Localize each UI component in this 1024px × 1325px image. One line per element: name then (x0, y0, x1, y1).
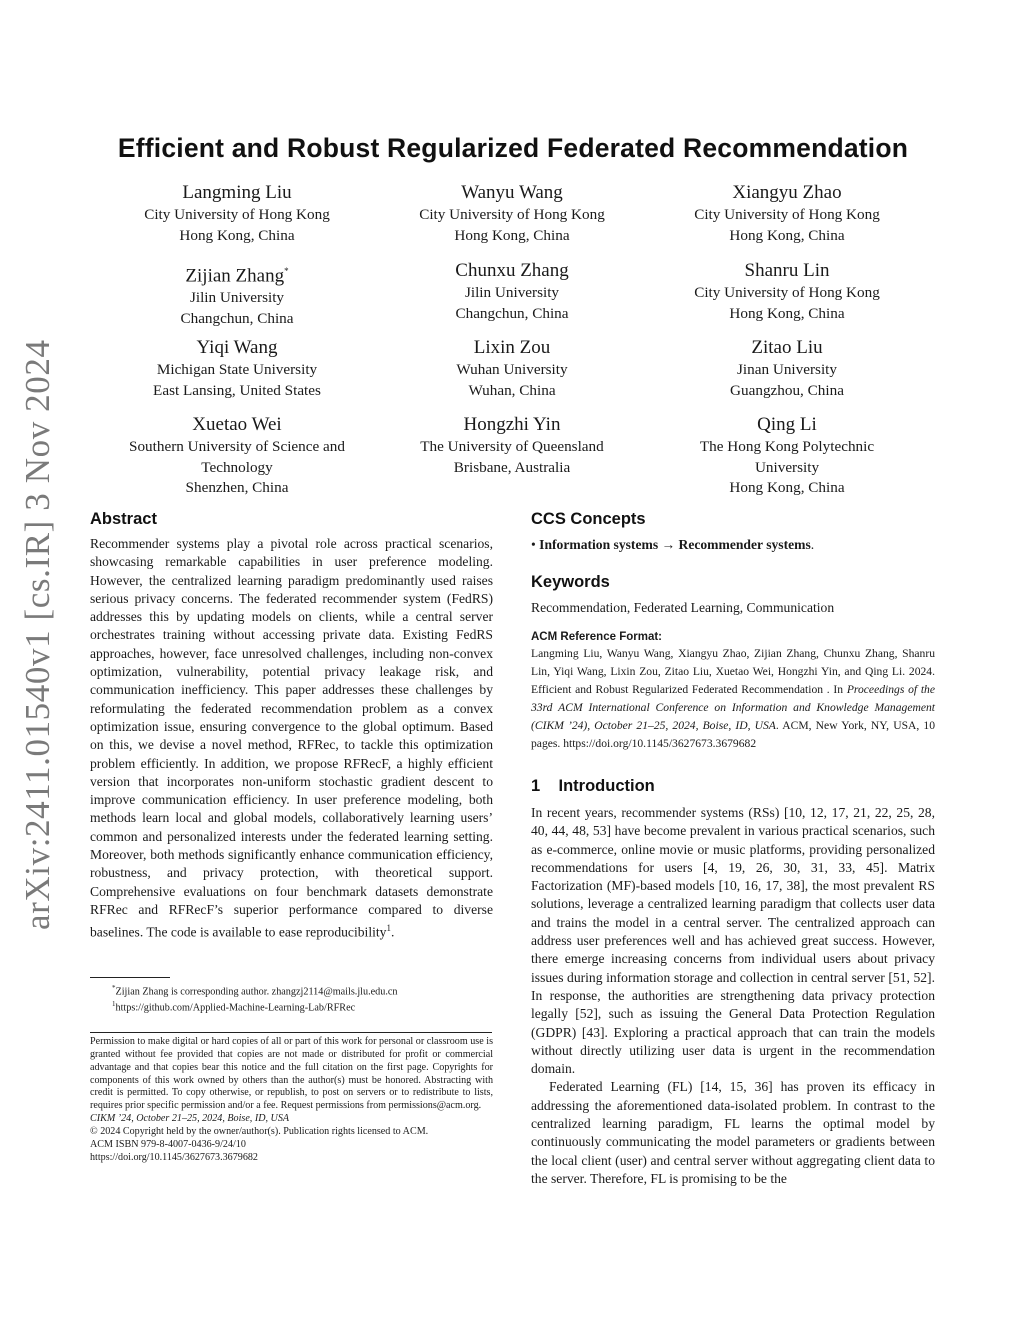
doi-link[interactable]: https://doi.org/10.1145/3627673.3679682 (90, 1151, 258, 1163)
bullet: • (531, 537, 536, 552)
acm-ref-tail: . ACM, New York, NY, USA, 10 pages. https://doi.org/10.1145/3627673.3679682 (531, 719, 935, 751)
author-affiliation: City University of Hong Kong (694, 206, 880, 223)
author-location: Hong Kong, China (729, 479, 845, 496)
acm-reference-heading: ACM Reference Format: (531, 631, 662, 643)
author-location: Hong Kong, China (729, 226, 845, 244)
author-affiliation-cont: Technology (201, 458, 273, 476)
author-block (92, 413, 382, 499)
venue-line: CIKM ’24, October 21–25, 2024, Boise, ID, USA (90, 1113, 290, 1125)
acm-reference-text (531, 645, 935, 754)
acm-ref-proceedings: Proceedings of the 33rd ACM International Conference on Information and Knowledge Management (CIKM ’24), October 21–25, 2024, Boise, ID, USA (531, 683, 935, 733)
author-affiliation: Jinan University (737, 361, 837, 378)
abstract-section (90, 510, 493, 942)
author-block (642, 413, 932, 499)
author-block (367, 413, 657, 478)
author-location: Hong Kong, China (179, 226, 295, 244)
author-block (642, 259, 932, 324)
footnotes (90, 982, 493, 1015)
author-block (642, 181, 932, 246)
author-affiliation: City University of Hong Kong (694, 284, 880, 301)
permission-block (90, 1036, 493, 1164)
author-location: Guangzhou, China (730, 381, 844, 399)
author-affiliation: The Hong Kong Polytechnic (699, 438, 875, 455)
footnote-mark: * (112, 984, 116, 992)
abstract-heading: Abstract (90, 510, 157, 528)
acm-reference (531, 631, 935, 754)
paper-title: Efficient and Robust Regularized Federated Recommendation (117, 133, 909, 163)
keywords-heading: Keywords (531, 573, 610, 591)
introduction-heading: 1 Introduction (531, 777, 655, 795)
author-affiliation: Wuhan University (456, 361, 568, 378)
author-location: Shenzhen, China (185, 479, 289, 496)
author-affiliation: City University of Hong Kong (144, 206, 330, 223)
author-block (367, 336, 657, 401)
footnote-item (90, 982, 493, 998)
footnote-item (90, 998, 493, 1014)
arxiv-identifier: arXiv:2411.01540v1 [cs.IR] 3 Nov 2024 (18, 339, 57, 930)
abstract-body: Recommender systems play a pivotal role across practical scenarios, showcasing remarkable capabilities in user preference modeling. However, the centralized learning paradigm predominantly used raises serious privacy concerns. The federated recommender system (FedRS) addresses this by updating models on clients, while a central server orchestrates training without accessing private data. Existing FedRS approaches, however, face unresolved challenges, including non-convex optimization, vulnerability, potential privacy leakage risk, and communication inefficiency. This paper addresses these challenges by reformulating the federated recommendation problem as a convex optimization issue, ensuring convergence to the global optimum. Based on this, we devise a novel method, RFRec, to tackle this optimization problem efficiently. In addition, we propose RFRecF, a highly efficient version that incorporates non-uniform stochastic gradient descent to improve communication efficiency. In user preference modeling, both methods learn local and global models, collaboratively learning users’ common and personalized interests under the federated learning setting. Moreover, both methods significantly enhance communication efficiency, robustness, and privacy protection, with theoretical support. Comprehensive evaluations on four benchmark datasets demonstrate RFRec and RFRecF’s superior performance compared to diverse baselines. The code is available to ease reproducibility (90, 536, 493, 940)
author-affiliation: Jilin University (464, 284, 560, 301)
permission-divider (90, 1032, 492, 1033)
abstract-end: . (390, 924, 395, 940)
author-affiliation-cont: University (754, 458, 820, 476)
keywords-text: Recommendation, Federated Learning, Communication (531, 600, 835, 615)
author-name: Hongzhi Yin (463, 414, 561, 435)
intro-paragraph-2: Federated Learning (FL) [14, 15, 36] has proven its efficacy in addressing the aforementioned data-isolated problem. In contrast to the centralized learning paradigm, FL learns the optimal model by continuously communicating the model parameters or gradients between the local client (user) and central server without aggregating client data to the server. Therefore, FL is promising to be the (531, 1079, 935, 1186)
author-location: Changchun, China (180, 309, 294, 327)
author-name: Wanyu Wang (461, 182, 563, 203)
author-location: Brisbane, Australia (453, 458, 571, 476)
footnote-divider (90, 977, 170, 978)
footnote-text: Zijian Zhang is corresponding author. zhangzj2114@mails.jlu.edu.cn (115, 986, 398, 998)
author-block (92, 259, 382, 329)
author-name: Xuetao Wei (192, 414, 282, 435)
isbn-line: ACM ISBN 979-8-4007-0436-9/24/10 (90, 1138, 246, 1150)
author-name: Lixin Zou (473, 337, 551, 358)
author-name: Langming Liu (182, 182, 292, 203)
permission-text: Permission to make digital or hard copies of all or part of this work for personal or classroom use is granted without fee provided that copies are not made or distributed for profit or commercial advantage and that copies bear this notice and the full citation on the first page. Copyrights for components of this work owned by others than the author(s) must be honored. Abstracting with credit is permitted. To copy otherwise, or republish, to post on servers or to redistribute to lists, requires prior specific permission and/or a fee. Request permissions from permissions@acm.org. (90, 1036, 493, 1112)
author-name: Shanru Lin (744, 260, 830, 281)
footnote-mark: 1 (112, 1000, 116, 1009)
author-name: Xiangyu Zhao (732, 182, 842, 203)
author-name-text: Zijian Zhang (185, 265, 285, 287)
author-name: Qing Li (757, 414, 817, 435)
author-location: Hong Kong, China (729, 304, 845, 322)
abstract-text (90, 535, 493, 942)
ccs-concept (531, 536, 935, 554)
introduction-section (531, 777, 935, 1188)
author-block (367, 181, 657, 246)
author-affiliation: Jilin University (189, 289, 285, 307)
author-affiliation: Michigan State University (156, 361, 318, 378)
author-location: Hong Kong, China (454, 226, 570, 244)
author-affiliation: The University of Queensland (420, 438, 604, 455)
corresponding-mark: * (284, 266, 289, 276)
author-location: Changchun, China (455, 304, 569, 322)
author-block (642, 336, 932, 401)
footnote-mark: 1 (386, 923, 391, 934)
ccs-heading: CCS Concepts (531, 510, 646, 528)
author-location: East Lansing, United States (153, 381, 321, 399)
ccs-section (531, 510, 935, 554)
author-name: Zitao Liu (751, 337, 823, 358)
keywords-section (531, 573, 935, 617)
author-name (92, 259, 382, 288)
ccs-end: . (810, 537, 815, 552)
ccs-concept-text: Information systems → Recommender systems (539, 537, 811, 552)
author-block (92, 336, 382, 401)
author-name: Chunxu Zhang (455, 260, 569, 281)
author-affiliation: City University of Hong Kong (419, 206, 605, 223)
author-name: Yiqi Wang (196, 337, 278, 358)
footnote-link[interactable]: https://github.com/Applied-Machine-Learning-Lab/RFRec (115, 1002, 356, 1014)
intro-paragraph-1: In recent years, recommender systems (RSs) [10, 12, 17, 21, 22, 25, 28, 40, 44, 48, 53] have become prevalent in various practical scenarios, such as e-commerce, online movie or music platforms, providing personalized recommendations for users [4, 19, 26, 30, 31, 33, 45]. Matrix Factorization (MF)-based models [10, 16, 17, 38], the most prevalent RS solutions, leverage a centralized learning paradigm that collects user data and trains the model in a central server. The centralized approach can address user preferences well and has achieved great success. However, there emerge increasing concerns from individual users about privacy issues during information storage and collection in central server [51, 52]. In response, the authorities are strengthening data privacy protection legally [52], such as issuing the General Data Protection Regulation (GDPR) [43]. Exploring a practical approach that can train the models without directly utilizing user data is urgent in the recommendation domain. (531, 805, 935, 1077)
author-block (367, 259, 657, 324)
author-location: Wuhan, China (468, 381, 556, 399)
author-block (92, 181, 382, 246)
copyright-line: © 2024 Copyright held by the owner/author(s). Publication rights licensed to ACM. (90, 1125, 429, 1137)
acm-ref-authors: Langming Liu, Wanyu Wang, Xiangyu Zhao, Zijian Zhang, Chunxu Zhang, Shanru Lin, Yiqi Wang, Lixin Zou, Zitao Liu, Xuetao Wei, Hongzhi Yin, and Qing Li. 2024. Efficient and Robust Regularized Federated Recommendation . In (531, 647, 935, 697)
author-affiliation: Southern University of Science and (129, 438, 345, 455)
